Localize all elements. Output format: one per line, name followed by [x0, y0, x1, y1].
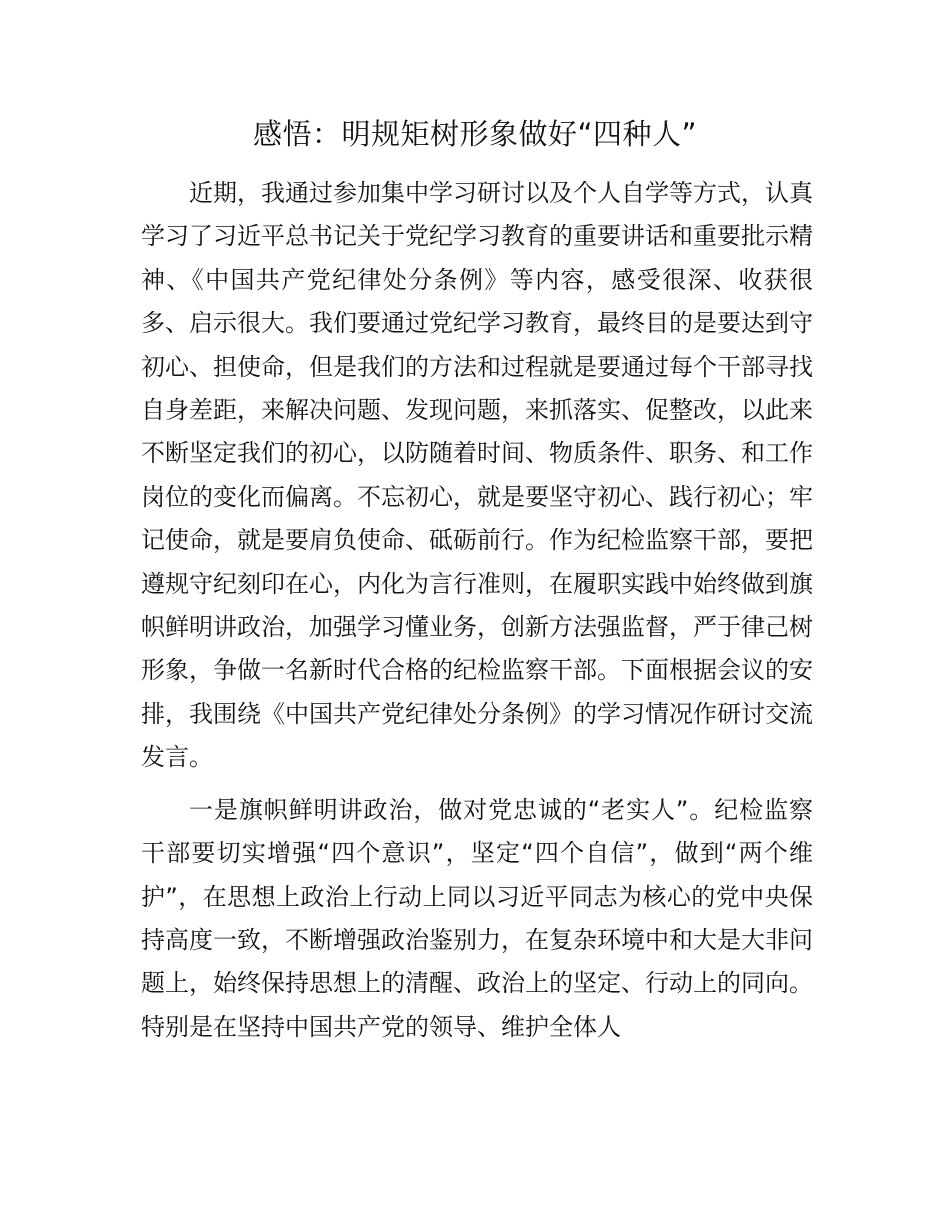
document-title: 感悟：明规矩树形象做好“四种人” — [252, 117, 698, 151]
document-body — [141, 172, 813, 1049]
paragraph-point-one: 一是旗帜鲜明讲政治，做对党忠诚的“老实人”。纪检监察干部要切实增强“四个意识”，坚定“四个自信”，做到“两个维护”，在思想上政治上行动上同以习近平同志为核心的党中央保持高度一致，不断增强政治鉴别力，在复杂环境中和大是大非问题上，始终保持思想上的清醒、政治上的坚定、行动上的同向。特别是在坚持中国共产党的领导、维护全体人 — [141, 795, 813, 1041]
paragraph-intro: 近期，我通过参加集中学习研讨以及个人自学等方式，认真学习了习近平总书记关于党纪学习教育的重要讲话和重要批示精神、《中国共产党纪律处分条例》等内容，感受很深、收获很多、启示很大。我们要通过党纪学习教育，最终目的是要达到守初心、担使命，但是我们的方法和过程就是要通过每个干部寻找自身差距，来解决问题、发现问题，来抓落实、促整改，以此来不断坚定我们的初心，以防随着时间、物质条件、职务、和工作岗位的变化而偏离。不忘初心，就是要坚守初心、践行初心；牢记使命，就是要肩负使命、砥砺前行。作为纪检监察干部，要把遵规守纪刻印在心，内化为言行准则，在履职实践中始终做到旗帜鲜明讲政治，加强学习懂业务，创新方法强监督，严于律己树形象，争做一名新时代合格的纪检监察干部。下面根据会议的安排，我围绕《中国共产党纪律处分条例》的学习情况作研讨交流发言。 — [141, 179, 813, 772]
